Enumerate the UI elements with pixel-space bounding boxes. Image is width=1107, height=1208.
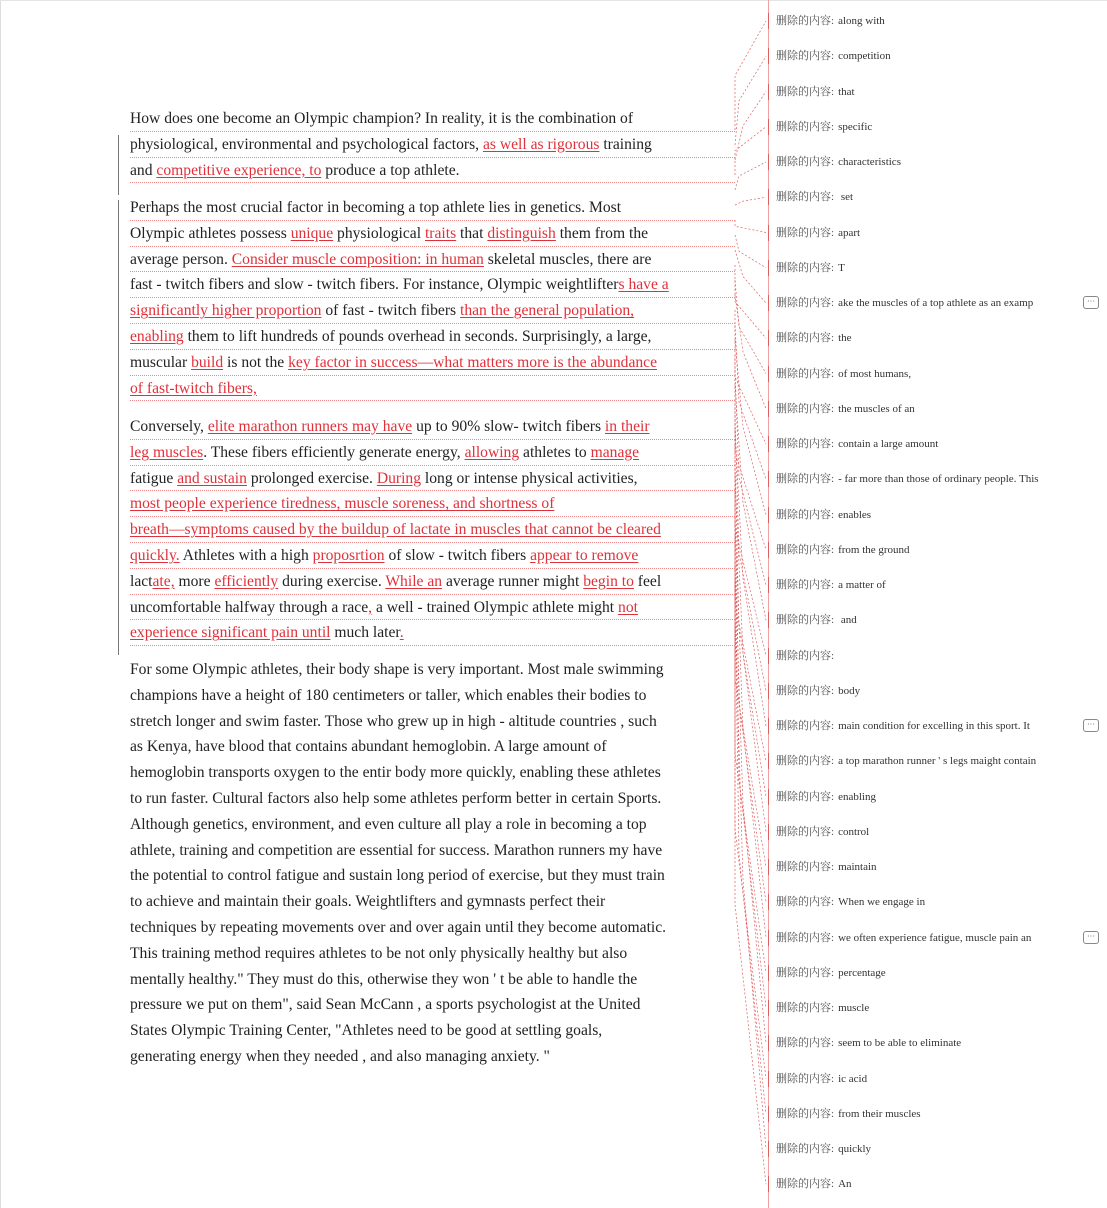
text-run: physiological, environmental and psychological factors, — [130, 135, 483, 153]
balloon-marker — [768, 330, 769, 346]
balloon-label: 删除的内容: — [776, 15, 835, 27]
revision-connector-line — [735, 235, 766, 268]
inserted-text: breath—symptoms caused by the buildup of lactate in muscles that cannot be cleared — [130, 521, 661, 539]
deleted-text: set — [838, 191, 854, 204]
inserted-text: s have a — [618, 276, 669, 294]
revision-connector-line — [735, 580, 766, 1079]
balloon-label: 删除的内容: — [776, 120, 835, 133]
deleted-text: maintain — [838, 861, 877, 873]
text-run: them to lift hundreds of pounds overhead in seconds. Surprisingly, a large, — [183, 327, 652, 345]
text-line — [130, 132, 735, 158]
deleted-content-balloon[interactable] — [776, 681, 860, 701]
revision-connector-line — [735, 550, 766, 1008]
deleted-text: competition — [838, 50, 891, 63]
text-run: uncomfortable halfway through a race — [130, 598, 369, 616]
inserted-text: proposrtion — [312, 546, 385, 564]
text-run: during exercise. — [278, 572, 386, 590]
balloon-marker — [768, 1071, 769, 1087]
inserted-text: allowing — [464, 443, 520, 461]
deleted-content-balloon[interactable] — [776, 293, 1095, 313]
text-run: mentally healthy." They must do this, otherwise they won ' t be able to handle the — [130, 970, 638, 988]
text-line — [130, 221, 735, 247]
text-line — [130, 734, 730, 760]
text-line — [130, 517, 735, 543]
text-run: of fast - twitch fibers — [321, 302, 460, 320]
balloon-marker — [768, 718, 769, 734]
text-run: as Kenya, have blood that contains abundant hemoglobin. A large amount of — [130, 738, 607, 756]
revision-connector-line — [735, 370, 766, 585]
balloon-marker — [768, 295, 769, 311]
deleted-text: control — [838, 825, 870, 838]
inserted-text: unique — [290, 224, 334, 242]
text-run: and — [130, 161, 157, 179]
balloon-marker — [768, 859, 769, 875]
deleted-text: along with — [838, 15, 885, 27]
revision-connector-line — [735, 295, 766, 409]
balloon-marker — [768, 154, 769, 170]
inserted-text: competitive experience, to — [156, 161, 322, 179]
text-run: average runner might — [442, 572, 584, 590]
inserted-text: of fast-twitch fibers, — [130, 379, 257, 397]
text-run: up to 90% slow- twitch fibers — [412, 418, 605, 435]
text-line — [130, 247, 735, 273]
inserted-text: leg muscles — [130, 443, 204, 461]
balloon-marker — [768, 1141, 769, 1157]
ellipsis-icon[interactable]: ··· — [1083, 719, 1099, 732]
text-run: skeletal muscles, there are — [483, 250, 652, 268]
inserted-text: ate, — [152, 572, 175, 590]
revision-connector-line — [735, 400, 766, 656]
text-run: Conversely, — [130, 418, 208, 435]
deleted-content-balloon[interactable] — [776, 540, 910, 560]
deleted-text: and — [838, 614, 857, 627]
balloon-marker — [768, 507, 769, 523]
balloon-marker — [768, 366, 769, 382]
text-run: feel — [633, 572, 662, 590]
deleted-content-balloon[interactable] — [776, 399, 915, 419]
balloon-label: 删除的内容: — [776, 861, 835, 873]
text-line — [130, 709, 730, 735]
balloon-label: 删除的内容: — [776, 226, 835, 239]
deleted-text: seem to be able to eliminate — [838, 1037, 962, 1050]
deleted-text: body — [838, 684, 861, 697]
balloon-marker — [768, 119, 769, 135]
balloon-label: 删除的内容: — [776, 1037, 835, 1050]
deleted-text: from their muscles — [838, 1107, 921, 1120]
text-line — [130, 838, 730, 864]
deleted-content-balloon[interactable] — [776, 1069, 867, 1089]
deleted-content-balloon[interactable] — [776, 469, 1039, 489]
balloon-label: 删除的内容: — [776, 191, 835, 204]
text-line — [130, 569, 735, 595]
text-run: much later — [330, 624, 400, 642]
inserted-text: While an — [385, 572, 443, 590]
deleted-content-balloon[interactable] — [776, 928, 1095, 948]
balloon-label: 删除的内容: — [776, 402, 835, 415]
inserted-text: quickly. — [130, 546, 180, 564]
balloon-label: 删除的内容: — [776, 261, 835, 274]
balloon-marker — [768, 401, 769, 417]
text-line — [130, 298, 735, 324]
inserted-text: efficiently — [214, 572, 279, 590]
balloon-marker — [768, 260, 769, 276]
balloon-label: 删除的内容: — [776, 438, 835, 450]
deleted-content-balloon[interactable] — [776, 857, 877, 877]
balloon-label: 删除的内容: — [776, 579, 835, 591]
text-line — [130, 967, 730, 993]
text-run: to achieve and maintain their goals. Weightlifters and gymnasts perfect their — [130, 893, 606, 911]
text-run: lact — [130, 572, 153, 590]
inserted-text: begin to — [583, 572, 634, 590]
revision-connector-line — [735, 505, 766, 902]
balloon-label: 删除的内容: — [776, 332, 835, 345]
text-line — [130, 440, 735, 466]
revision-connector-line — [735, 490, 766, 867]
inserted-text: . — [399, 624, 404, 642]
deleted-text: contain a large amount — [838, 438, 939, 450]
revision-connector-line — [735, 535, 766, 973]
deleted-text: the muscles of an — [838, 402, 915, 415]
text-run: fast - twitch fibers and slow - twitch fibers. For instance, Olympic weightlifter — [130, 276, 619, 294]
text-run: prolonged exercise. — [246, 469, 377, 487]
deleted-content-balloon[interactable] — [776, 1139, 871, 1159]
balloon-label: 删除的内容: — [776, 896, 835, 909]
deleted-content-balloon[interactable] — [776, 258, 845, 278]
balloon-label: 删除的内容: — [776, 825, 835, 838]
balloon-label: 删除的内容: — [776, 931, 835, 944]
balloon-label: 删除的内容: — [776, 966, 835, 979]
text-run: of slow - twitch fibers — [384, 546, 531, 564]
text-line — [130, 1018, 730, 1044]
inserted-text: in their — [604, 418, 650, 435]
text-line — [130, 683, 730, 709]
text-run: Athletes with a high — [179, 546, 313, 564]
text-line — [130, 324, 735, 350]
balloon-marker — [768, 789, 769, 805]
deleted-text: specific — [838, 120, 873, 133]
balloon-label: 删除的内容: — [776, 1002, 835, 1014]
deleted-content-balloon[interactable] — [776, 751, 1036, 771]
deleted-content-balloon[interactable] — [776, 187, 853, 207]
revision-connector-line — [735, 220, 766, 233]
balloon-marker — [768, 965, 769, 981]
deleted-text: ake the muscles of a top athlete as an examp — [838, 297, 1034, 309]
balloon-marker — [768, 1106, 769, 1122]
balloon-marker — [768, 189, 769, 205]
deleted-text: T — [838, 261, 845, 274]
balloon-marker — [768, 13, 769, 29]
text-run: a well - trained Olympic athlete might — [372, 598, 619, 616]
balloon-label: 删除的内容: — [776, 1107, 835, 1120]
text-run: more — [174, 572, 215, 590]
revision-connector-line — [735, 385, 766, 620]
balloon-label: 删除的内容: — [776, 473, 835, 486]
text-line — [130, 543, 735, 569]
text-line — [130, 760, 730, 786]
revision-connector-line — [735, 127, 766, 175]
text-line — [130, 272, 735, 298]
balloon-label: 删除的内容: — [776, 614, 835, 627]
balloon-marker — [768, 436, 769, 452]
balloon-marker — [768, 471, 769, 487]
inserted-text: appear to remove — [530, 546, 639, 564]
deleted-text: we often experience fatigue, muscle pain an — [838, 931, 1032, 944]
balloon-marker — [768, 225, 769, 241]
inserted-text: most people experience tiredness, muscle soreness, and shortness of — [130, 495, 555, 513]
deleted-content-balloon[interactable] — [776, 575, 886, 595]
text-run: to run faster. Cultural factors also help some athletes perform better in certain Sports. — [130, 789, 662, 807]
balloon-marker — [768, 84, 769, 100]
deleted-content-balloon[interactable] — [776, 434, 938, 454]
revision-connector-line — [735, 340, 766, 515]
text-line — [130, 863, 730, 889]
inserted-text: significantly higher proportion — [130, 302, 322, 320]
text-line — [130, 941, 730, 967]
deleted-content-balloon[interactable] — [776, 46, 891, 66]
deleted-text: of most humans, — [838, 367, 912, 380]
balloon-marker — [768, 1035, 769, 1051]
deleted-text: muscle — [838, 1002, 870, 1014]
inserted-text: traits — [424, 224, 457, 242]
deleted-text: ic acid — [838, 1072, 868, 1085]
text-line — [130, 414, 735, 440]
deleted-text: main condition for excelling in this sport. It — [838, 720, 1030, 732]
text-line — [130, 376, 735, 402]
balloon-label: 删除的内容: — [776, 367, 835, 380]
text-line — [130, 491, 735, 517]
deleted-text: enables — [838, 508, 872, 521]
revision-connector-line — [735, 430, 766, 726]
balloon-marker — [768, 1176, 769, 1192]
deleted-content-balloon[interactable] — [776, 328, 852, 348]
revision-connector-line — [735, 250, 766, 303]
ellipsis-icon[interactable]: ··· — [1083, 931, 1099, 944]
deleted-text: apart — [838, 226, 861, 239]
deleted-content-balloon[interactable] — [776, 11, 885, 31]
deleted-text: percentage — [838, 966, 886, 979]
text-line — [130, 812, 730, 838]
text-run: muscular — [130, 353, 192, 371]
paragraph — [130, 414, 730, 646]
text-run: produce a top athlete. — [321, 161, 460, 179]
revision-connector-line — [735, 595, 766, 1114]
deleted-content-balloon[interactable] — [776, 646, 838, 666]
inserted-text: During — [376, 469, 422, 487]
text-run: champions have a height of 180 centimeters or taller, which enables their bodies to — [130, 686, 647, 704]
text-run: average person. — [130, 250, 232, 268]
balloon-label: 删除的内容: — [776, 50, 835, 63]
balloon-label: 删除的内容: — [776, 649, 835, 662]
balloon-label: 删除的内容: — [776, 543, 835, 556]
text-line — [130, 620, 735, 646]
text-run: pressure we put on them", said Sean McCann , a sports psychologist at the United — [130, 996, 641, 1014]
deleted-content-balloon[interactable] — [776, 1174, 852, 1194]
balloon-label: 删除的内容: — [776, 720, 835, 732]
deleted-content-balloon[interactable] — [776, 963, 886, 983]
text-line — [130, 992, 730, 1018]
text-run: Although genetics, environment, and even culture all play a role in becoming a top — [130, 815, 647, 833]
text-line — [130, 466, 735, 492]
deleted-content-balloon[interactable] — [776, 82, 855, 102]
deleted-content-balloon[interactable] — [776, 892, 925, 912]
text-line — [130, 786, 730, 812]
balloon-marker — [768, 824, 769, 840]
deleted-text: a top marathon runner ' s legs maight contain — [838, 755, 1037, 768]
text-run: long or intense physical activities, — [421, 469, 638, 487]
balloon-marker — [768, 577, 769, 593]
inserted-text: Consider muscle composition: in human — [231, 250, 484, 268]
balloon-label: 删除的内容: — [776, 297, 835, 309]
deleted-content-balloon[interactable] — [776, 1033, 961, 1053]
balloon-label: 删除的内容: — [776, 1178, 835, 1191]
deleted-content-balloon[interactable] — [776, 610, 857, 630]
inserted-text: as well as rigorous — [482, 135, 600, 153]
text-run: . These fibers efficiently generate energy, — [203, 443, 465, 461]
text-line — [130, 889, 730, 915]
deleted-content-balloon[interactable] — [776, 223, 860, 243]
deleted-text: from the ground — [838, 543, 910, 556]
text-line — [130, 657, 730, 683]
revision-connector-line — [735, 162, 766, 190]
balloon-marker — [768, 753, 769, 769]
balloon-marker — [768, 648, 769, 664]
inserted-text: elite marathon runners may have — [207, 418, 413, 435]
deleted-text: - far more than those of ordinary people. This — [838, 473, 1039, 486]
text-run: Olympic athletes possess — [130, 224, 291, 242]
deleted-content-balloon[interactable] — [776, 787, 876, 807]
revision-connector-line — [735, 197, 766, 205]
text-run: This training method requires athletes to be not only physically healthy but also — [130, 944, 628, 962]
deleted-content-balloon[interactable] — [776, 998, 869, 1018]
revision-connector-line — [735, 21, 766, 130]
deleted-text: that — [838, 85, 855, 98]
deleted-content-balloon[interactable] — [776, 152, 901, 172]
revision-connector-line — [735, 56, 766, 145]
balloon-label: 删除的内容: — [776, 790, 835, 803]
deleted-text: a matter of — [838, 579, 886, 591]
deleted-text: enabling — [838, 790, 876, 803]
text-run: them from the — [555, 224, 649, 242]
balloon-marker — [768, 48, 769, 64]
balloon-label: 删除的内容: — [776, 508, 835, 521]
text-line — [130, 195, 735, 221]
inserted-text: , — [368, 598, 373, 616]
text-line — [130, 595, 735, 621]
balloon-label: 删除的内容: — [776, 1072, 835, 1085]
text-run: the potential to control fatigue and sustain long period of exercise, but they must train — [130, 867, 665, 885]
inserted-text: than the general population, — [460, 302, 635, 320]
inserted-text: and sustain — [177, 469, 247, 487]
paragraph — [130, 657, 730, 1070]
text-run: is not the — [223, 353, 289, 371]
text-run: athlete, training and competition are essential for success. Marathon runners my have — [130, 841, 663, 859]
text-run: techniques by repeating movements over and over again until they become automatic. — [130, 918, 667, 936]
balloon-marker — [768, 612, 769, 628]
deleted-text: the — [838, 332, 852, 345]
balloon-marker — [768, 894, 769, 910]
revision-connector-line — [735, 610, 766, 1149]
text-run: fatigue — [130, 469, 178, 487]
deleted-content-balloon[interactable] — [776, 1104, 921, 1124]
paragraph — [130, 106, 730, 183]
text-line — [130, 915, 730, 941]
revision-connector-line — [735, 92, 766, 161]
deleted-content-balloon[interactable] — [776, 117, 872, 137]
revision-connector-line — [735, 625, 766, 1184]
balloon-marker — [768, 683, 769, 699]
inserted-text: manage — [590, 443, 640, 461]
balloon-label: 删除的内容: — [776, 755, 835, 768]
deleted-content-balloon[interactable] — [776, 505, 871, 525]
inserted-text: experience significant pain until — [130, 624, 331, 642]
deleted-text: When we engage in — [838, 896, 926, 909]
text-run: training — [599, 135, 652, 153]
balloon-marker — [768, 542, 769, 558]
text-line — [130, 350, 735, 376]
deleted-text: characteristics — [838, 156, 901, 168]
inserted-text: build — [191, 353, 224, 371]
revision-connector-line — [735, 355, 766, 550]
text-run: generating energy when they needed , and also managing anxiety. " — [130, 1047, 550, 1065]
balloon-label: 删除的内容: — [776, 156, 835, 168]
deleted-content-balloon[interactable] — [776, 822, 869, 842]
inserted-text: enabling — [130, 327, 184, 345]
text-run: hemoglobin transports oxygen to the entir body more quickly, enabling these athletes — [130, 764, 661, 782]
text-run: physiological — [333, 224, 425, 242]
text-run: athletes to — [519, 443, 591, 461]
deleted-content-balloon[interactable] — [776, 716, 1095, 736]
paragraph — [130, 195, 730, 401]
ellipsis-icon[interactable]: ··· — [1083, 296, 1099, 309]
revision-connector-line — [735, 310, 766, 444]
text-line — [130, 106, 735, 132]
text-run: States Olympic Training Center, "Athletes need to be good at settling goals, — [130, 1022, 603, 1040]
balloon-label: 删除的内容: — [776, 1143, 835, 1155]
inserted-text: key factor in success—what matters more is the abundance — [288, 353, 658, 371]
text-run: For some Olympic athletes, their body shape is very important. Most male swimming — [130, 661, 664, 678]
text-line — [130, 158, 735, 184]
text-run: How does one become an Olympic champion? In reality, it is the combination of — [130, 110, 634, 127]
inserted-text: distinguish — [487, 224, 556, 242]
balloon-label: 删除的内容: — [776, 684, 835, 697]
inserted-text: not — [618, 598, 638, 616]
balloon-marker — [768, 1000, 769, 1016]
deleted-content-balloon[interactable] — [776, 364, 911, 384]
balloon-marker — [768, 930, 769, 946]
deleted-text: An — [838, 1178, 852, 1191]
text-run: that — [456, 224, 488, 242]
deleted-text: quickly — [838, 1143, 872, 1155]
text-run: Perhaps the most crucial factor in becoming a top athlete lies in genetics. Most — [130, 199, 622, 216]
balloon-label: 删除的内容: — [776, 85, 835, 98]
text-run: stretch longer and swim faster. Those who grew up in high - altitude countries , such — [130, 712, 657, 730]
text-line — [130, 1044, 730, 1070]
